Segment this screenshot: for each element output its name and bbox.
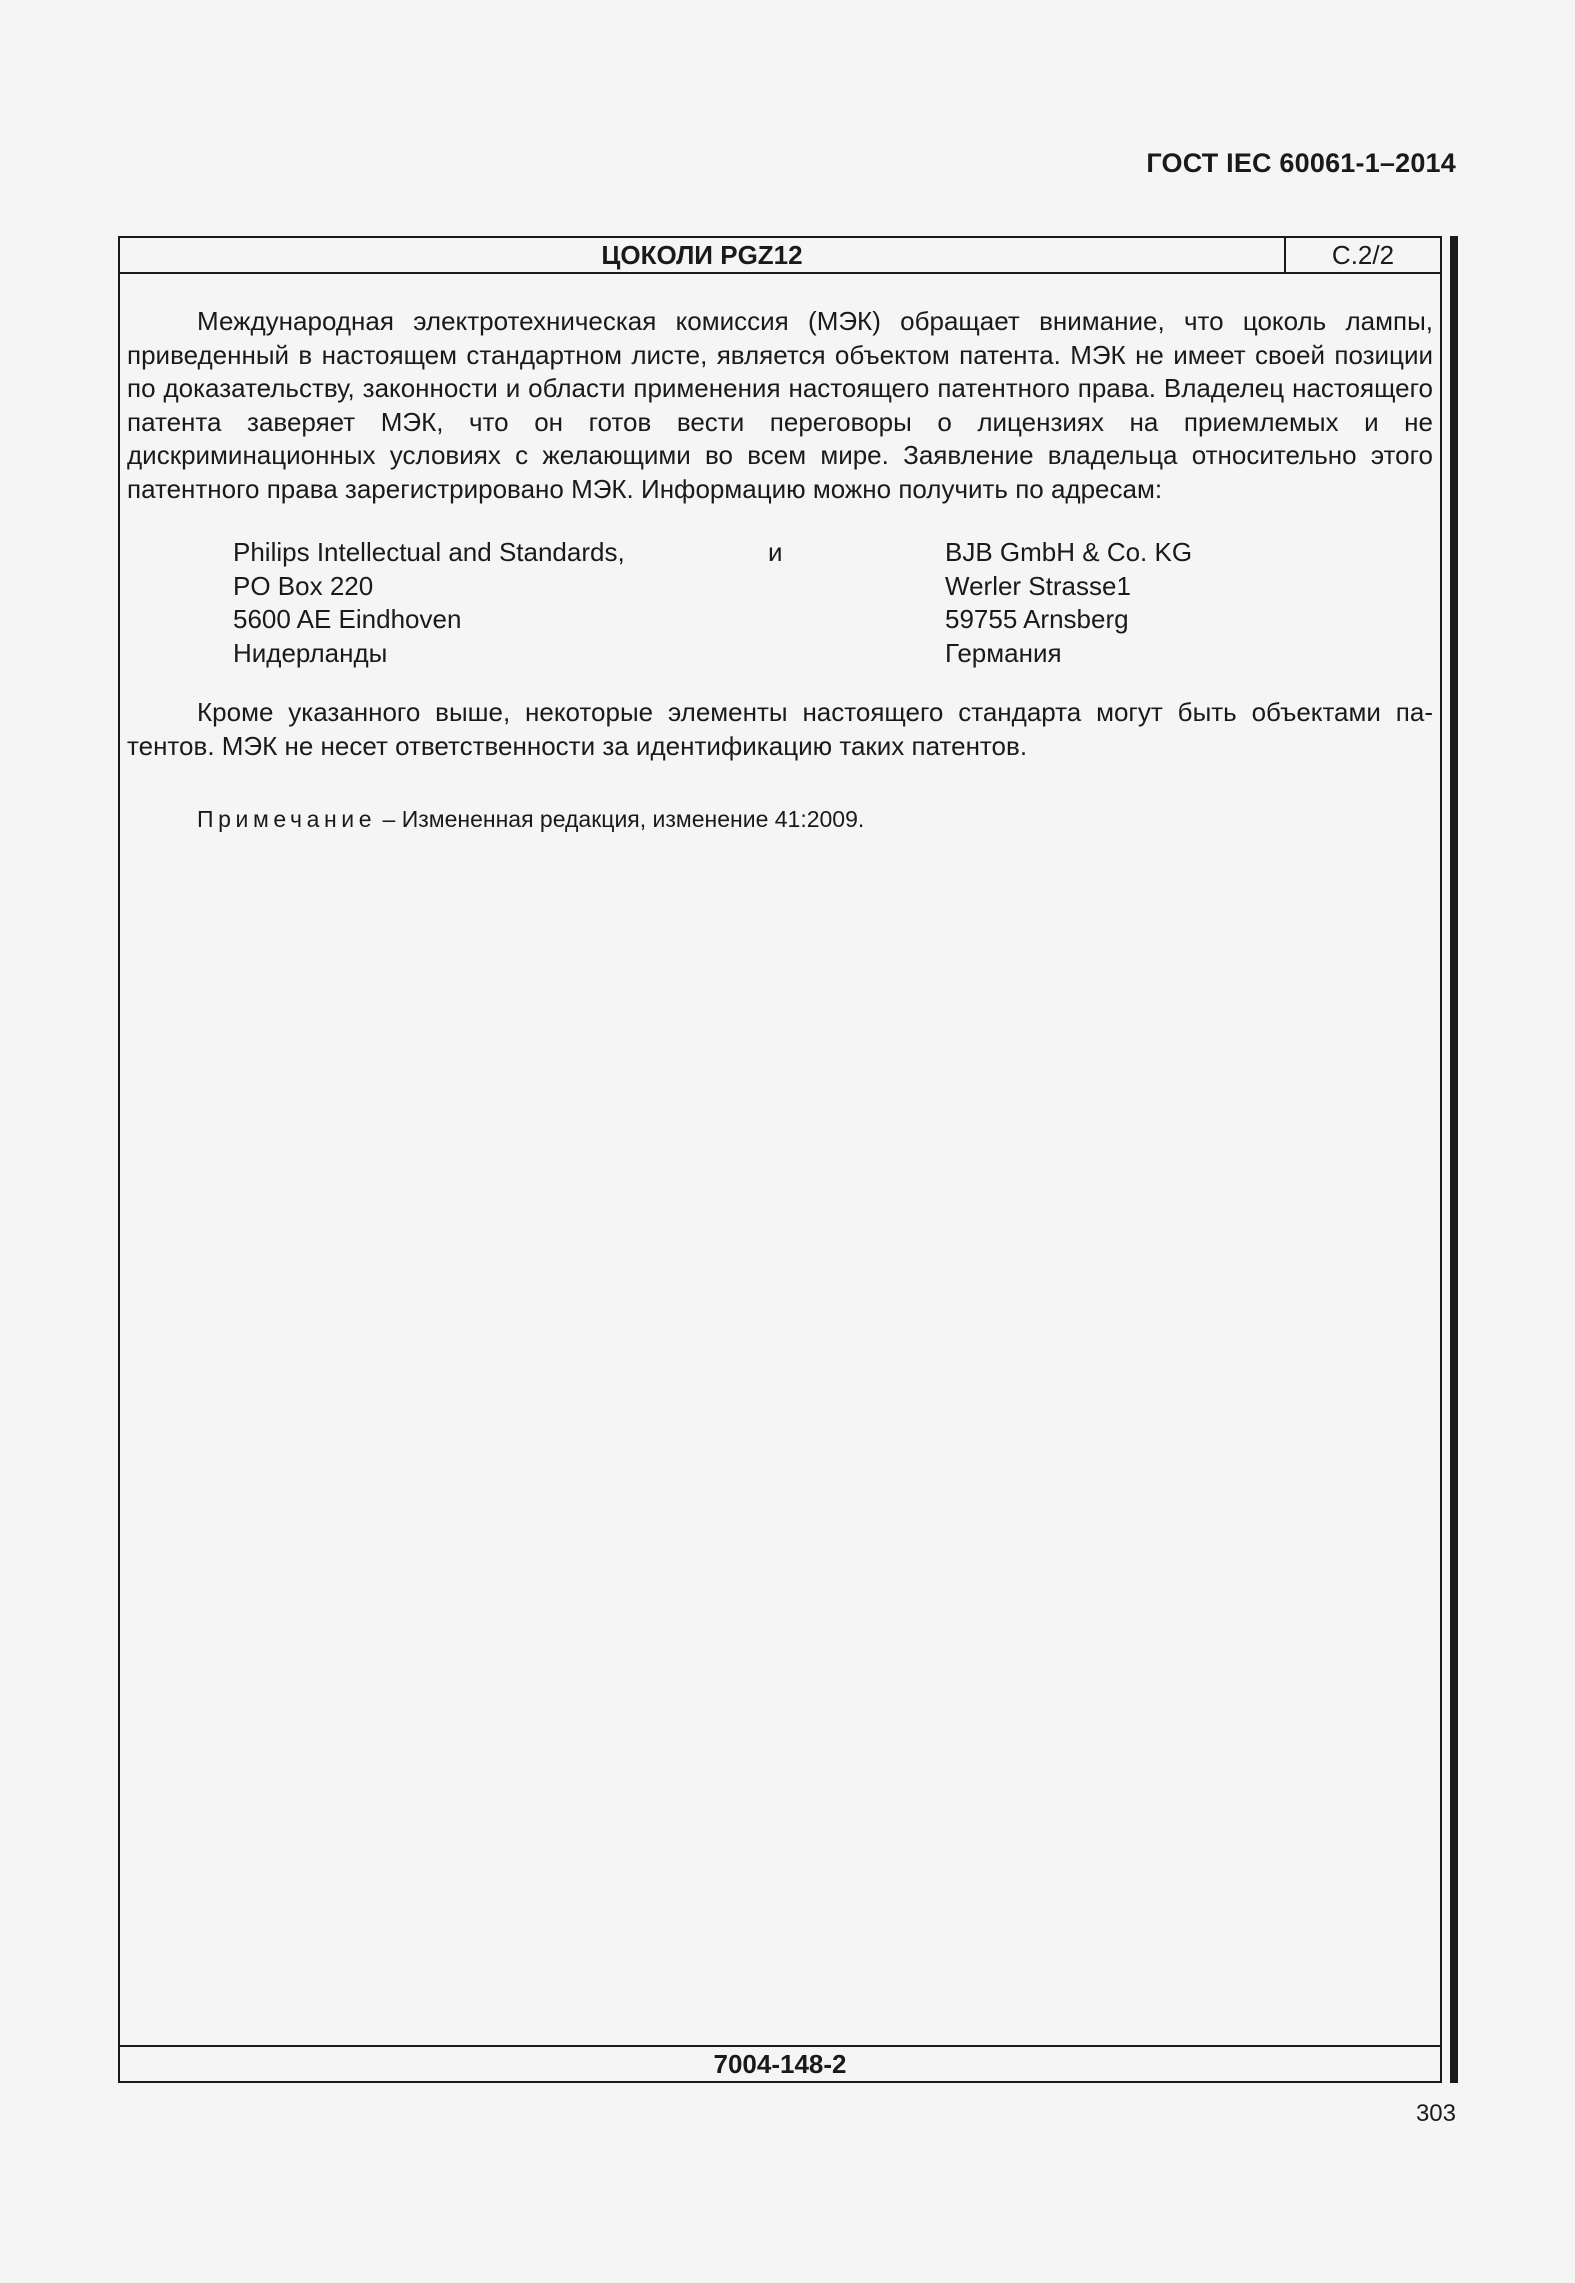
frame-edge-bar [1450, 236, 1458, 2083]
address-line: 59755 Arnsberg [945, 604, 1129, 634]
address-philips [233, 536, 625, 670]
responsibility-paragraph: Кроме указанного выше, некоторые элементы настоящего стандарта могут быть объектами патентов. МЭК не несет ответственности за идентификацию таких патентов. [127, 697, 1433, 761]
page-number: 303 [1415, 2100, 1456, 2127]
sheet-content [127, 305, 1433, 837]
sheet-header-row [120, 238, 1440, 274]
address-bjb [945, 536, 1192, 670]
address-line: BJB GmbH & Co. KG [945, 537, 1193, 567]
address-conjunction: и [768, 537, 783, 567]
address-line: Германия [945, 637, 1062, 668]
addresses-block [127, 536, 1433, 670]
sheet-number: С.2/2 [1331, 240, 1395, 270]
address-line: Werler Strasse1 [945, 570, 1131, 601]
note-text: – Измененная редакция, изменение 41:2009. [376, 806, 865, 832]
note [127, 803, 1433, 837]
note-label: Примечание [197, 806, 377, 832]
standard-sheet-frame [118, 236, 1442, 2083]
document-id: ГОСТ IEC 60061-1–2014 [1146, 148, 1456, 178]
sheet-footer-code: 7004-148-2 [120, 2045, 1440, 2081]
address-line: PO Box 220 [233, 570, 374, 601]
address-line: 5600 AE Eindhoven [233, 604, 462, 634]
address-line: Нидерланды [233, 637, 388, 668]
address-line: Philips Intellectual and Standards, [233, 537, 625, 567]
sheet-title: ЦОКОЛИ PGZ12 [120, 238, 1286, 272]
patent-notice-paragraph: Международная электротехническая комиссия (МЭК) обращает внимание, что цоколь лампы, приведенный в настоящем стандартном листе, является объектом патента. МЭК не имеет своей позиции по доказательству, законности и области применения настоящего патентного права. Владелец настоящего патента заверяет МЭК, что он готов вести переговоры о лицензиях на приемлемых и не дискриминационных условиях с желающими во всем мире. Заявление владельца относительно этого патентного права зарегистрировано МЭК. Информацию можно получить по адресам: [127, 306, 1433, 504]
